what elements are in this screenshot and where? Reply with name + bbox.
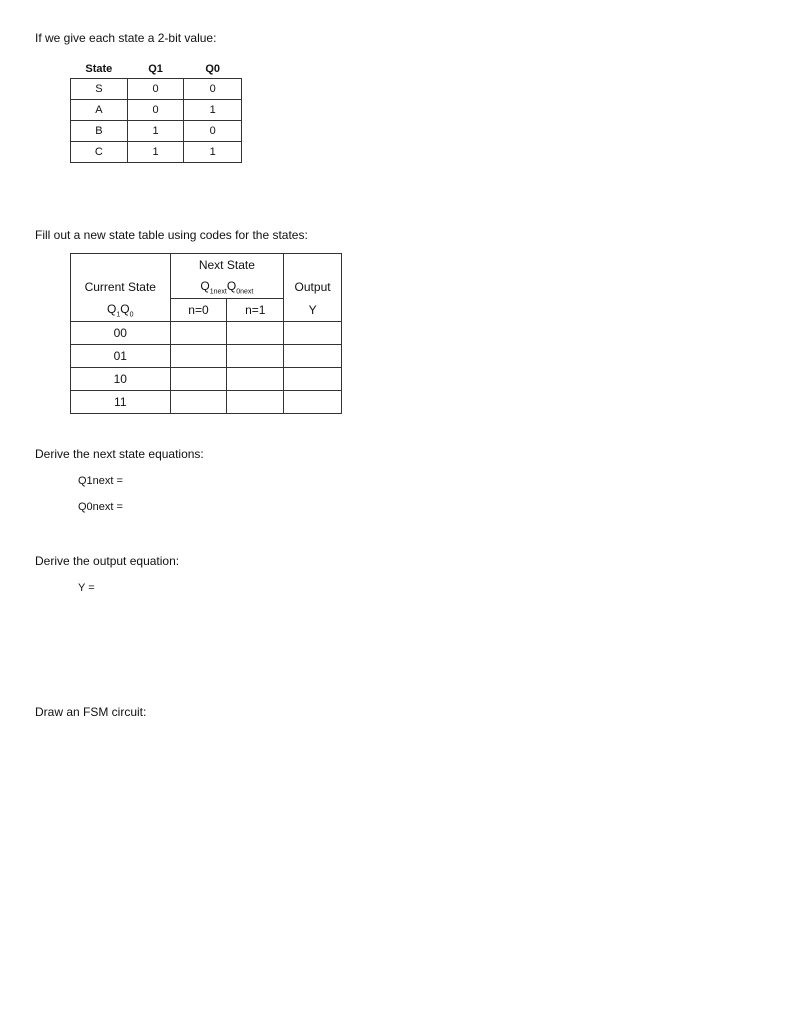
header-row-3 bbox=[71, 299, 342, 322]
current-state-code: 11 bbox=[71, 391, 171, 414]
table-row bbox=[71, 322, 342, 345]
output-y-header: Y bbox=[284, 299, 342, 322]
table-row bbox=[71, 121, 242, 142]
next-state-n1-cell[interactable] bbox=[227, 345, 284, 368]
cell-q0: 1 bbox=[184, 100, 242, 121]
output-cell[interactable] bbox=[284, 345, 342, 368]
next-state-n1-cell[interactable] bbox=[227, 322, 284, 345]
q1next-equation: Q1next = bbox=[78, 475, 123, 487]
next-state-equations-heading: Derive the next state equations: bbox=[35, 447, 204, 461]
cell-q1: 0 bbox=[127, 79, 184, 100]
table-row bbox=[71, 142, 242, 163]
table-row bbox=[71, 345, 342, 368]
input-n0-header: n=0 bbox=[170, 299, 227, 322]
cell-state: A bbox=[71, 100, 128, 121]
header-state: State bbox=[85, 63, 113, 75]
current-state-code: 01 bbox=[71, 345, 171, 368]
current-state-code: 10 bbox=[71, 368, 171, 391]
output-cell[interactable] bbox=[284, 322, 342, 345]
output-label: Output bbox=[284, 276, 342, 299]
cell-state: C bbox=[71, 142, 128, 163]
current-state-label: Current State bbox=[71, 276, 171, 299]
table-header-row bbox=[71, 60, 242, 79]
cell-q1: 0 bbox=[127, 100, 184, 121]
current-state-vars: $Q_1Q_0$ bbox=[71, 299, 171, 322]
cell-state: B bbox=[71, 121, 128, 142]
cell-q0: 0 bbox=[184, 79, 242, 100]
y-equation: Y = bbox=[78, 582, 95, 594]
next-state-n0-cell[interactable] bbox=[170, 368, 227, 391]
state-encoding-table bbox=[70, 60, 242, 163]
next-state-table bbox=[70, 253, 342, 414]
intro-text: If we give each state a 2-bit value: bbox=[35, 31, 217, 45]
output-header-top bbox=[284, 254, 342, 277]
cell-q0: 1 bbox=[184, 142, 242, 163]
q0next-equation: Q0next = bbox=[78, 501, 123, 513]
output-cell[interactable] bbox=[284, 391, 342, 414]
cell-state: S bbox=[71, 79, 128, 100]
cell-q1: 1 bbox=[127, 142, 184, 163]
table-row bbox=[71, 100, 242, 121]
next-state-n0-cell[interactable] bbox=[170, 345, 227, 368]
output-equation-heading: Derive the output equation: bbox=[35, 554, 180, 568]
table-row bbox=[71, 79, 242, 100]
header-row-1 bbox=[71, 254, 342, 277]
table-row bbox=[71, 368, 342, 391]
current-state-code: 00 bbox=[71, 322, 171, 345]
fill-prompt-text: Fill out a new state table using codes for the states: bbox=[35, 228, 308, 242]
header-q0: Q0 bbox=[205, 63, 221, 75]
next-state-header: Next State bbox=[170, 254, 284, 277]
cell-q1: 1 bbox=[127, 121, 184, 142]
next-state-n0-cell[interactable] bbox=[170, 322, 227, 345]
cell-q0: 0 bbox=[184, 121, 242, 142]
header-row-2 bbox=[71, 276, 342, 299]
next-state-n1-cell[interactable] bbox=[227, 368, 284, 391]
input-n1-header: n=1 bbox=[227, 299, 284, 322]
next-state-n0-cell[interactable] bbox=[170, 391, 227, 414]
fsm-circuit-heading: Draw an FSM circuit: bbox=[35, 705, 147, 719]
output-cell[interactable] bbox=[284, 368, 342, 391]
table-row bbox=[71, 391, 342, 414]
header-q1: Q1 bbox=[148, 63, 163, 75]
next-state-n1-cell[interactable] bbox=[227, 391, 284, 414]
current-state-header-top bbox=[71, 254, 171, 277]
next-state-vars: $Q_{1next}Q_{0next}$ bbox=[170, 276, 284, 299]
